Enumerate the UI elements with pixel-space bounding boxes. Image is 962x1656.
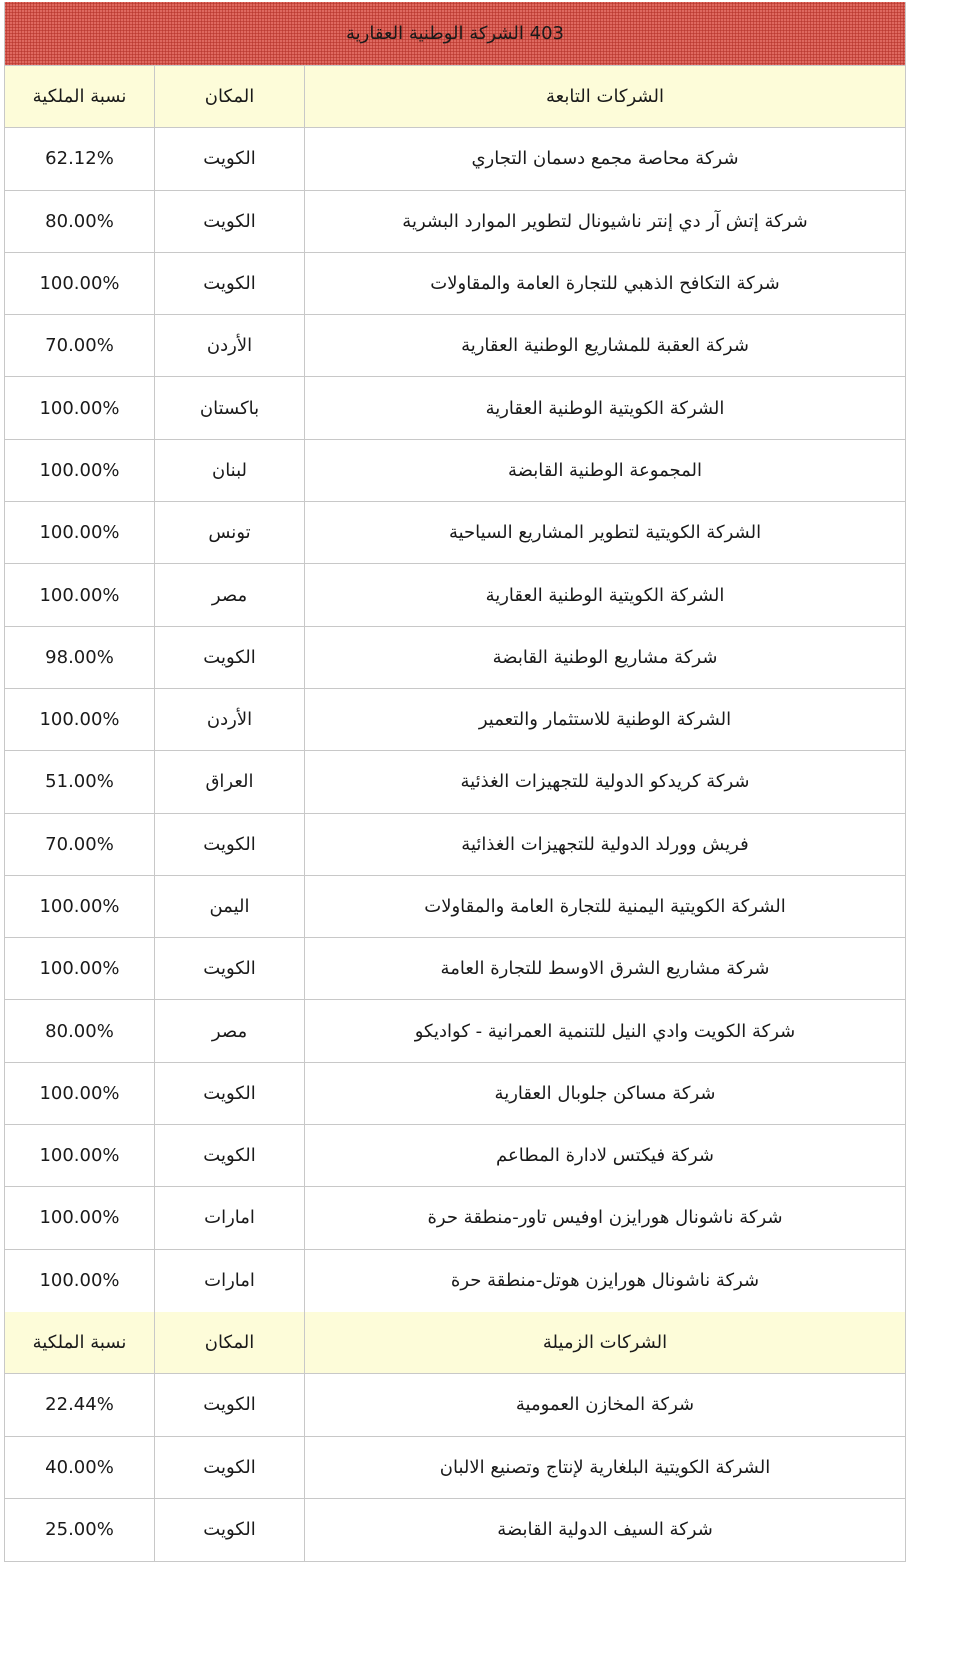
ownership-pct-cell: 25.00% (45, 1519, 114, 1541)
table-row (5, 627, 905, 689)
location-cell: الكويت (154, 814, 304, 875)
table-row (5, 377, 905, 439)
ownership-pct-cell: 62.12% (45, 148, 114, 170)
location-cell: مصر (154, 1000, 304, 1061)
company-name-cell: فريش وورلد الدولية للتجهيزات الغذائية (304, 814, 905, 875)
location-cell: باكستان (154, 377, 304, 438)
header-place: المكان (154, 1312, 304, 1373)
company-name-cell: الشركة الكويتية الوطنية العقارية (304, 377, 905, 438)
ownership-pct-cell: 100.00% (39, 709, 120, 731)
table-row (5, 689, 905, 751)
header-name: الشركات التابعة (304, 66, 905, 127)
company-name-cell: الشركة الكويتية الوطنية العقارية (304, 564, 905, 625)
location-cell: الكويت (154, 938, 304, 999)
table-row (5, 564, 905, 626)
ownership-pct-cell: 100.00% (39, 1145, 120, 1167)
table-row (5, 1499, 905, 1561)
location-cell: الكويت (154, 1374, 304, 1435)
table-row (5, 315, 905, 377)
ownership-pct-cell: 70.00% (45, 833, 114, 855)
location-cell: العراق (154, 751, 304, 812)
company-name-cell: شركة السيف الدولية القابضة (304, 1499, 905, 1561)
ownership-pct-cell: 100.00% (39, 584, 120, 606)
associates-section (5, 1312, 905, 1561)
table-title: 403 الشركة الوطنية العقارية (5, 2, 905, 66)
table-row (5, 1125, 905, 1187)
company-name-cell: شركة ناشونال هورايزن هوتل-منطقة حرة (304, 1250, 905, 1312)
location-cell: الكويت (154, 1437, 304, 1498)
table-row (5, 253, 905, 315)
ownership-pct-cell: 22.44% (45, 1394, 114, 1416)
ownership-pct-cell: 70.00% (45, 335, 114, 357)
company-name-cell: المجموعة الوطنية القابضة (304, 440, 905, 501)
table-row (5, 440, 905, 502)
company-name-cell: الشركة الكويتية لتطوير المشاريع السياحية (304, 502, 905, 563)
location-cell: لبنان (154, 440, 304, 501)
company-name-cell: شركة كريدكو الدولية للتجهيزات الغذئية (304, 751, 905, 812)
company-name-cell: الشركة الكويتية اليمنية للتجارة العامة والمقاولات (304, 876, 905, 937)
header-pct: نسبة الملكية (32, 86, 127, 108)
location-cell: امارات (154, 1187, 304, 1248)
location-cell: امارات (154, 1250, 304, 1312)
table-row (5, 128, 905, 190)
location-cell: الكويت (154, 191, 304, 252)
ownership-pct-cell: 40.00% (45, 1456, 114, 1478)
location-cell: الأردن (154, 315, 304, 376)
table-row (5, 814, 905, 876)
location-cell: تونس (154, 502, 304, 563)
company-name-cell: شركة العقبة للمشاريع الوطنية العقارية (304, 315, 905, 376)
company-name-cell: شركة مشاريع الوطنية القابضة (304, 627, 905, 688)
company-name-cell: شركة مساكن جلوبال العقارية (304, 1063, 905, 1124)
location-cell: الكويت (154, 253, 304, 314)
header-pct: نسبة الملكية (32, 1332, 127, 1354)
location-cell: مصر (154, 564, 304, 625)
associates-header-row (5, 1312, 905, 1374)
ownership-pct-cell: 100.00% (39, 958, 120, 980)
table-row (5, 1437, 905, 1499)
table-row (5, 1000, 905, 1062)
location-cell: الكويت (154, 128, 304, 189)
table-row (5, 502, 905, 564)
header-place: المكان (154, 66, 304, 127)
ownership-pct-cell: 100.00% (39, 273, 120, 295)
location-cell: الكويت (154, 1063, 304, 1124)
company-name-cell: شركة إتش آر دي إنتر ناشيونال لتطوير الموارد البشرية (304, 191, 905, 252)
table-row (5, 1063, 905, 1125)
company-name-cell: شركة ناشونال هورايزن اوفيس تاور-منطقة حرة (304, 1187, 905, 1248)
company-name-cell: شركة الكويت وادي النيل للتنمية العمرانية - كواديكو (304, 1000, 905, 1061)
company-name-cell: شركة المخازن العمومية (304, 1374, 905, 1435)
location-cell: الأردن (154, 689, 304, 750)
location-cell: اليمن (154, 876, 304, 937)
ownership-table (4, 2, 906, 1562)
ownership-pct-cell: 100.00% (39, 459, 120, 481)
ownership-pct-cell: 98.00% (45, 646, 114, 668)
ownership-pct-cell: 100.00% (39, 1270, 120, 1292)
table-row (5, 751, 905, 813)
subsidiaries-header-row (5, 66, 905, 128)
company-name-cell: الشركة الكويتية البلغارية لإنتاج وتصنيع الالبان (304, 1437, 905, 1498)
ownership-pct-cell: 100.00% (39, 397, 120, 419)
ownership-pct-cell: 100.00% (39, 522, 120, 544)
company-name-cell: الشركة الوطنية للاستثمار والتعمير (304, 689, 905, 750)
table-row (5, 1187, 905, 1249)
company-name-cell: شركة محاصة مجمع دسمان التجاري (304, 128, 905, 189)
ownership-pct-cell: 100.00% (39, 1082, 120, 1104)
ownership-pct-cell: 80.00% (45, 1020, 114, 1042)
ownership-pct-cell: 80.00% (45, 210, 114, 232)
location-cell: الكويت (154, 1125, 304, 1186)
subsidiaries-section (5, 66, 905, 1312)
ownership-pct-cell: 51.00% (45, 771, 114, 793)
table-row (5, 1374, 905, 1436)
location-cell: الكويت (154, 1499, 304, 1561)
table-row (5, 1250, 905, 1312)
company-name-cell: شركة مشاريع الشرق الاوسط للتجارة العامة (304, 938, 905, 999)
company-name-cell: شركة التكافح الذهبي للتجارة العامة والمقاولات (304, 253, 905, 314)
table-row (5, 191, 905, 253)
table-row (5, 938, 905, 1000)
table-row (5, 876, 905, 938)
ownership-pct-cell: 100.00% (39, 896, 120, 917)
header-name: الشركات الزميلة (304, 1312, 905, 1373)
company-name-cell: شركة فيكتس لادارة المطاعم (304, 1125, 905, 1186)
location-cell: الكويت (154, 627, 304, 688)
ownership-pct-cell: 100.00% (39, 1207, 120, 1229)
